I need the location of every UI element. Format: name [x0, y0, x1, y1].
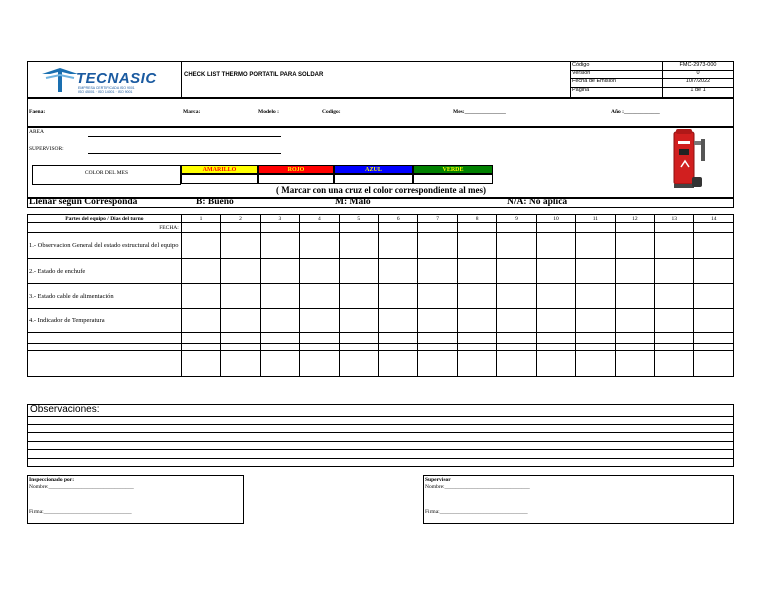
codigo-label: Codigo: [322, 109, 341, 115]
check-cell[interactable] [378, 284, 417, 309]
meta-value: FMC-2973-000 [679, 62, 717, 68]
check-cell[interactable] [694, 351, 734, 377]
day-header: 7 [418, 215, 457, 223]
check-cell[interactable] [181, 309, 220, 333]
check-cell[interactable] [694, 309, 734, 333]
check-cell[interactable] [339, 333, 378, 344]
table-row [28, 233, 734, 259]
item-label: 3.- Estado cable de alimentación [28, 284, 182, 309]
check-cell[interactable] [576, 233, 615, 259]
table-row [28, 309, 734, 333]
check-cell[interactable] [300, 333, 339, 344]
check-cell[interactable] [457, 344, 496, 351]
check-cell[interactable] [181, 284, 220, 309]
area-input-line[interactable] [88, 136, 281, 137]
table-row [28, 215, 734, 223]
check-cell[interactable] [457, 259, 496, 284]
check-cell[interactable] [457, 351, 496, 377]
check-cell[interactable] [536, 259, 575, 284]
company-logo [40, 64, 176, 96]
check-cell[interactable] [418, 333, 457, 344]
fecha-cell[interactable] [457, 223, 496, 233]
marca-label: Marca: [183, 109, 201, 115]
check-cell[interactable] [457, 309, 496, 333]
check-cell[interactable] [221, 284, 260, 309]
check-cell[interactable] [260, 233, 299, 259]
observaciones-line[interactable] [27, 441, 734, 442]
thermo-oven-image [665, 127, 711, 195]
check-cell[interactable] [497, 333, 536, 344]
table-row [28, 333, 734, 344]
day-header: 5 [339, 215, 378, 223]
check-cell[interactable] [615, 284, 654, 309]
check-cell[interactable] [339, 309, 378, 333]
observaciones-line[interactable] [27, 432, 734, 433]
check-cell[interactable] [576, 309, 615, 333]
check-cell[interactable] [576, 351, 615, 377]
blank-item-label [28, 344, 182, 351]
check-cell[interactable] [339, 233, 378, 259]
check-cell[interactable] [655, 344, 694, 351]
check-cell[interactable] [655, 259, 694, 284]
color-swatch-azul: AZUL [334, 165, 413, 174]
legend-llenar: Llenar segun Corresponda [29, 197, 138, 207]
check-cell[interactable] [418, 309, 457, 333]
check-cell[interactable] [497, 344, 536, 351]
check-cell[interactable] [221, 351, 260, 377]
check-cell[interactable] [694, 344, 734, 351]
firma-field-right[interactable]: Firma:________________________________ [425, 509, 528, 515]
document-title: CHECK LIST THERMO PORTATIL PARA SOLDAR [184, 72, 324, 78]
color-del-mes-label: COLOR DEL MES [84, 170, 129, 176]
check-cell[interactable] [181, 233, 220, 259]
check-cell[interactable] [576, 259, 615, 284]
check-cell[interactable] [339, 284, 378, 309]
logo-text: TECNASIC [76, 70, 157, 87]
mes-field[interactable]: Mes:_______________ [453, 109, 506, 115]
supervisor-sign-label: Supervisor [425, 477, 451, 483]
check-cell[interactable] [221, 309, 260, 333]
observaciones-line[interactable] [27, 416, 734, 417]
blank-item-label [28, 333, 182, 344]
check-cell[interactable] [300, 233, 339, 259]
fecha-label: FECHA: [28, 223, 182, 233]
check-cell[interactable] [181, 351, 220, 377]
check-cell[interactable] [221, 333, 260, 344]
check-cell[interactable] [536, 309, 575, 333]
check-cell[interactable] [378, 309, 417, 333]
check-cell[interactable] [576, 344, 615, 351]
color-mark-cell-rojo[interactable] [258, 174, 334, 184]
check-cell[interactable] [497, 309, 536, 333]
check-cell[interactable] [378, 351, 417, 377]
check-cell[interactable] [655, 284, 694, 309]
check-cell[interactable] [221, 259, 260, 284]
color-mark-cell-verde[interactable] [413, 174, 493, 184]
check-cell[interactable] [457, 284, 496, 309]
check-cell[interactable] [536, 233, 575, 259]
color-swatch-verde: VERDE [413, 165, 493, 174]
meta-value: 10/7/2022 [685, 78, 711, 84]
meta-value: 1 de 1 [690, 87, 706, 93]
check-cell[interactable] [221, 344, 260, 351]
day-header: 14 [694, 215, 734, 223]
observaciones-line[interactable] [27, 449, 734, 450]
color-mark-cell-azul[interactable] [334, 174, 413, 184]
day-header: 1 [181, 215, 220, 223]
legend-na: N/A: No aplica [507, 197, 568, 207]
item-label: 2.- Estado de enchufe [28, 259, 182, 284]
firma-field-left[interactable]: Firma:________________________________ [29, 509, 132, 515]
anio-field[interactable]: Año :_____________ [611, 109, 660, 115]
day-header: 8 [457, 215, 496, 223]
fecha-cell[interactable] [536, 223, 575, 233]
logo-emblem-icon [40, 66, 80, 94]
nombre-field-left[interactable]: Nombre:_______________________________ [29, 484, 134, 490]
check-cell[interactable] [181, 333, 220, 344]
check-cell[interactable] [260, 333, 299, 344]
check-cell[interactable] [536, 333, 575, 344]
supervisor-box [423, 475, 734, 524]
check-cell[interactable] [378, 333, 417, 344]
fecha-cell[interactable] [300, 223, 339, 233]
check-cell[interactable] [536, 284, 575, 309]
legend-malo: M: Malo [335, 197, 371, 207]
check-cell[interactable] [655, 351, 694, 377]
fecha-cell[interactable] [694, 223, 734, 233]
observaciones-line[interactable] [27, 458, 734, 459]
table-row [28, 351, 734, 377]
check-cell[interactable] [497, 284, 536, 309]
meta-label: Código [572, 62, 590, 68]
check-cell[interactable] [497, 233, 536, 259]
check-cell[interactable] [418, 351, 457, 377]
check-cell[interactable] [497, 351, 536, 377]
check-cell[interactable] [536, 351, 575, 377]
fecha-cell[interactable] [339, 223, 378, 233]
legend-bueno: B: Bueno [196, 197, 234, 207]
day-header: 3 [260, 215, 299, 223]
day-header: 4 [300, 215, 339, 223]
fecha-cell[interactable] [497, 223, 536, 233]
check-cell[interactable] [615, 309, 654, 333]
day-header: 11 [576, 215, 615, 223]
day-header: 10 [536, 215, 575, 223]
check-cell[interactable] [260, 344, 299, 351]
check-cell[interactable] [221, 233, 260, 259]
check-cell[interactable] [576, 333, 615, 344]
check-cell[interactable] [418, 233, 457, 259]
check-cell[interactable] [300, 344, 339, 351]
table-header-label: Partes del equipo / Dias del turno [28, 215, 182, 223]
color-swatch-rojo: ROJO [258, 165, 334, 174]
item-label: 4.- Indicador de Temperatura [28, 309, 182, 333]
check-cell[interactable] [300, 284, 339, 309]
day-header: 12 [615, 215, 654, 223]
observaciones-label: Observaciones: [30, 404, 100, 415]
check-cell[interactable] [655, 333, 694, 344]
check-cell[interactable] [378, 344, 417, 351]
color-swatch-amarillo: AMARILLO [181, 165, 258, 174]
check-cell[interactable] [300, 309, 339, 333]
check-cell[interactable] [655, 309, 694, 333]
fecha-cell[interactable] [615, 223, 654, 233]
table-row [28, 259, 734, 284]
checklist-table [27, 214, 734, 377]
check-cell[interactable] [694, 333, 734, 344]
check-cell[interactable] [339, 344, 378, 351]
fecha-cell[interactable] [221, 223, 260, 233]
observaciones-line[interactable] [27, 424, 734, 425]
check-cell[interactable] [260, 259, 299, 284]
check-cell[interactable] [457, 333, 496, 344]
check-cell[interactable] [339, 259, 378, 284]
meta-value: 0 [696, 70, 700, 76]
item-label: 1.- Observacion General del estado estructural del equipo [28, 233, 182, 259]
area-label: AREA [29, 129, 44, 135]
check-cell[interactable] [300, 259, 339, 284]
color-mark-cell-amarillo[interactable] [181, 174, 258, 184]
check-cell[interactable] [418, 284, 457, 309]
check-cell[interactable] [694, 284, 734, 309]
meta-label: Fecha de Emision [572, 78, 617, 84]
check-cell[interactable] [181, 344, 220, 351]
table-row [28, 223, 734, 233]
check-cell[interactable] [378, 233, 417, 259]
check-cell[interactable] [694, 259, 734, 284]
color-instruction: ( Marcar con una cruz el color correspondiente al mes) [276, 185, 487, 195]
inspeccionado-label: Inspeccionado por: [29, 477, 75, 483]
check-cell[interactable] [615, 333, 654, 344]
day-header: 9 [497, 215, 536, 223]
faena-label: Faena: [29, 109, 46, 115]
check-cell[interactable] [576, 284, 615, 309]
check-cell[interactable] [655, 233, 694, 259]
fecha-cell[interactable] [378, 223, 417, 233]
fecha-cell[interactable] [181, 223, 220, 233]
table-row [28, 344, 734, 351]
check-cell[interactable] [536, 344, 575, 351]
check-cell[interactable] [181, 259, 220, 284]
check-cell[interactable] [497, 259, 536, 284]
check-cell[interactable] [615, 344, 654, 351]
meta-label: Página [572, 87, 590, 93]
fecha-cell[interactable] [260, 223, 299, 233]
check-cell[interactable] [615, 351, 654, 377]
check-cell[interactable] [615, 233, 654, 259]
table-row [28, 284, 734, 309]
fecha-cell[interactable] [576, 223, 615, 233]
supervisor-input-line[interactable] [88, 153, 281, 154]
check-cell[interactable] [260, 284, 299, 309]
meta-label: Versión [572, 70, 591, 76]
logo-tagline: EMPRESA CERTIFICADA ISO 9001 [78, 86, 135, 90]
check-cell[interactable] [300, 351, 339, 377]
supervisor-label: SUPERVISOR: [29, 146, 64, 152]
check-cell[interactable] [694, 233, 734, 259]
check-cell[interactable] [418, 344, 457, 351]
check-cell[interactable] [378, 259, 417, 284]
day-header: 2 [221, 215, 260, 223]
logo-iso: ISO 45001 · ISO 14001 · ISO 9001 [78, 90, 133, 94]
fecha-cell[interactable] [418, 223, 457, 233]
fecha-cell[interactable] [655, 223, 694, 233]
check-cell[interactable] [615, 259, 654, 284]
nombre-field-right[interactable]: Nombre:_______________________________ [425, 484, 530, 490]
check-cell[interactable] [260, 309, 299, 333]
check-cell[interactable] [260, 351, 299, 377]
blank-item-label [28, 351, 182, 377]
check-cell[interactable] [457, 233, 496, 259]
modelo-label: Modelo : [258, 109, 279, 115]
check-cell[interactable] [339, 351, 378, 377]
check-cell[interactable] [418, 259, 457, 284]
day-header: 6 [378, 215, 417, 223]
day-header: 13 [655, 215, 694, 223]
